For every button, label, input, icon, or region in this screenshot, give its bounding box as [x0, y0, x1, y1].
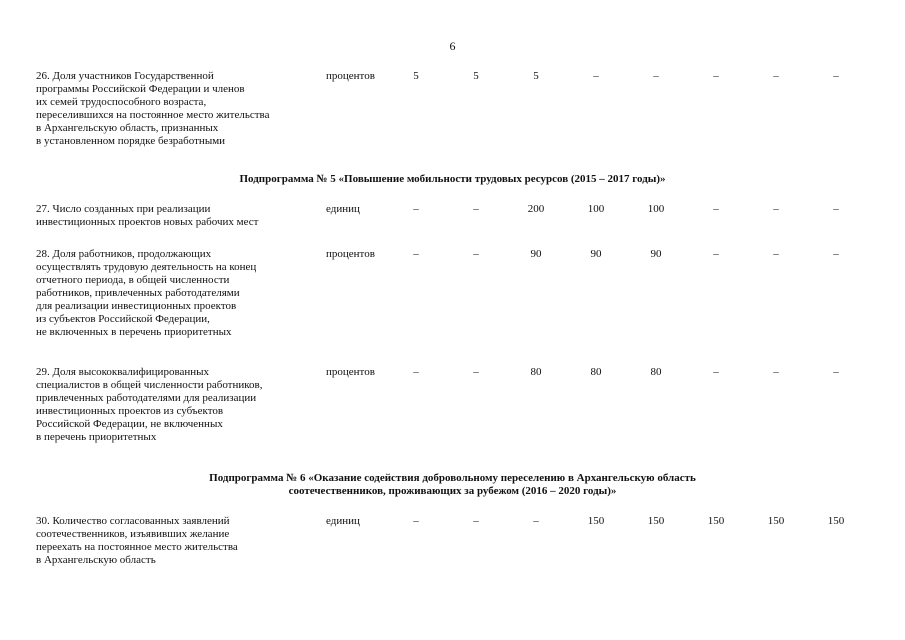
unit-cell: процентов	[326, 248, 375, 260]
subprogram-5-heading	[0, 173, 905, 186]
value-cell: 90	[530, 248, 542, 260]
indicator-label: 27. Число созданных при реализации инвестиционных проектов новых рабочих мест	[36, 203, 259, 228]
value-cell: –	[473, 203, 479, 215]
value-cell: –	[473, 366, 479, 378]
subprogram-title-line: Подпрограмма № 6 «Оказание содействия добровольному переселению в Архангельскую область	[209, 472, 696, 484]
unit-cell: единиц	[326, 203, 360, 215]
value-cell: –	[593, 70, 599, 82]
value-cell: –	[773, 70, 779, 82]
value-cell: 100	[587, 203, 605, 215]
indicator-label: 28. Доля работников, продолжающих осуществлять трудовую деятельность на конец отчетного периода, в общей численности работников, привлеченных работодателями для реализации инвестиционных проектов из субъектов Российской Федерации, не включенных в перечень приоритетных	[36, 248, 257, 338]
value-cell: 150	[707, 515, 725, 527]
value-cell: 80	[590, 366, 602, 378]
value-cell: –	[773, 248, 779, 260]
value-cell: –	[833, 203, 839, 215]
value-cell: –	[833, 366, 839, 378]
value-cell: 150	[647, 515, 665, 527]
value-cell: 150	[827, 515, 845, 527]
value-cell: –	[413, 203, 419, 215]
value-cell: –	[413, 248, 419, 260]
value-cell: 5	[413, 70, 419, 82]
value-cell: –	[833, 70, 839, 82]
value-cell: 150	[587, 515, 605, 527]
value-cell: –	[533, 515, 539, 527]
value-cell: –	[713, 366, 719, 378]
value-cell: –	[713, 248, 719, 260]
value-cell: –	[713, 70, 719, 82]
value-cell: –	[653, 70, 659, 82]
subprogram-title-line: соотечественников, проживающих за рубежом (2016 – 2020 годы)»	[288, 485, 617, 497]
value-cell: –	[473, 248, 479, 260]
value-cell: –	[413, 366, 419, 378]
value-cell: –	[773, 366, 779, 378]
page-number: 6	[449, 39, 456, 53]
value-cell: –	[473, 515, 479, 527]
value-cell: –	[413, 515, 419, 527]
value-cell: 5	[533, 70, 539, 82]
indicator-label: 30. Количество согласованных заявлений соотечественников, изъявивших желание переехать на постоянное место жительства в Архангельскую область	[36, 515, 238, 566]
value-cell: 5	[473, 70, 479, 82]
unit-cell: единиц	[326, 515, 360, 527]
value-cell: 90	[590, 248, 602, 260]
value-cell: 80	[530, 366, 542, 378]
value-cell: 90	[650, 248, 662, 260]
value-cell: 200	[527, 203, 545, 215]
value-cell: 150	[767, 515, 785, 527]
value-cell: 80	[650, 366, 662, 378]
value-cell: –	[713, 203, 719, 215]
unit-cell: процентов	[326, 366, 375, 378]
value-cell: 100	[647, 203, 665, 215]
unit-cell: процентов	[326, 70, 375, 82]
subprogram-title-line: Подпрограмма № 5 «Повышение мобильности трудовых ресурсов (2015 – 2017 годы)»	[239, 173, 666, 185]
indicator-label: 29. Доля высококвалифицированных специалистов в общей численности работников, привлеченных работодателями для реализации инвестиционных проектов из субъектов Российской Федерации, не включенных в перечень приоритетных	[36, 366, 263, 443]
indicator-label: 26. Доля участников Государственной программы Российской Федерации и членов их семей трудоспособного возраста, переселившихся на постоянное место жительства в Архангельскую область, признанных в установленном порядке безработными	[36, 70, 270, 147]
value-cell: –	[833, 248, 839, 260]
value-cell: –	[773, 203, 779, 215]
subprogram-6-heading	[0, 472, 905, 498]
